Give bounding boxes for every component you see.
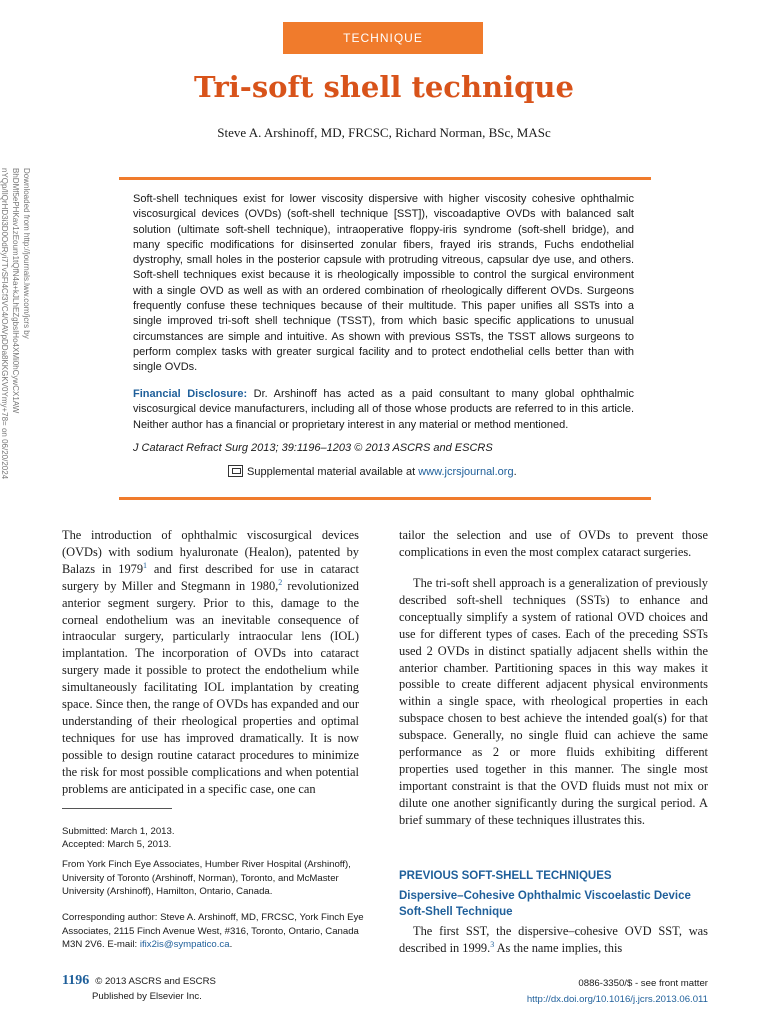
page-number: 1196 — [62, 973, 90, 988]
footer-left — [62, 973, 362, 1002]
reference-1[interactable]: 1 — [143, 560, 148, 570]
sst-text-part-2: As the name implies, this — [494, 940, 623, 955]
financial-disclosure — [133, 387, 634, 433]
intro-part-2: and first described for use in cataract surgery by Miller and Stegmann in 1980, — [62, 561, 359, 593]
correspondence-text: Corresponding author: Steve A. Arshinoff, MD, FRCSC, York Finch Eye Associates, 2115 Finch Avenue West, #316, Toronto, Ontario, Canada M3N 2V6. E-mail: — [62, 912, 364, 950]
accepted-date: Accepted: March 5, 2013. — [62, 839, 172, 850]
footer-copyright: © 2013 ASCRS and ESCRS — [95, 976, 216, 987]
subsection-heading: Dispersive–Cohesive Ophthalmic Viscoelastic Device Soft-Shell Technique — [399, 890, 691, 918]
article-title: Tri-soft shell technique — [194, 70, 574, 104]
corresponding-author — [62, 911, 372, 952]
footer-issn: 0886-3350/$ - see front matter — [578, 978, 708, 989]
section-label: TECHNIQUE — [283, 22, 483, 54]
intro-part-1: The introduction of ophthalmic viscosurgical devices (OVDs) with sodium hyaluronate (Healon), patented by Balazs in 1979 — [62, 528, 359, 576]
body-left-column — [62, 527, 359, 798]
footnote-divider — [62, 808, 172, 809]
footer-right — [430, 976, 708, 1008]
disclosure-label: Financial Disclosure: — [133, 388, 248, 400]
journal-website-link[interactable]: www.jcrsjournal.org — [418, 466, 514, 478]
body-right-paragraph-1: tailor the selection and use of OVDs to prevent those complications in even the most complex cataract surgeries. — [399, 528, 708, 559]
intro-part-3: revolutionized anterior segment surgery. Prior to this, damage to the corneal endothelium was an inevitable consequence of intraocular surgery, particularly intraocular lens (IOL) implantation. The incorporation of OVDs into cataract surgery made it possible to protect the endothelium while simultaneously facilitating IOL implantation by creating space. Since then, the range of OVDs has expanded and our understanding of their rheological properties and optimal techniques for use has improved dramatically. It is now possible to design routine cataract procedures to minimize the risk for most possible complications and when potential problems are anticipated in a specific case, one can — [62, 578, 359, 796]
body-right-paragraph-2: The tri-soft shell approach is a generalization of previously described soft-shell techniques (SSTs) to enhance and conceptually simplify a system of rational OVD choices and use for different types of cases. Each of the preceding SSTs used 2 OVDs in distinct spatially adjacent shells within the anterior chamber. Partitioning spaces in this way makes it possible to create different adjacent physical environments within a single space, with rheological properties in each subspace chosen to best achieve the intended goal(s) for that subspace. Generally, no single fluid can achieve the same performance as 2 or more fluids exhibiting different properties used together in this manner. The single most important constraint is that the OVD fluids must not mix or dilute one another significantly during the surgical period. A brief summary of these techniques illustrates this. — [399, 576, 708, 827]
abstract-bottom-rule — [119, 497, 651, 500]
journal-citation: J Cataract Refract Surg 2013; 39:1196–1203 © 2013 ASCRS and ESCRS — [133, 442, 493, 454]
submitted-date: Submitted: March 1, 2013. — [62, 826, 175, 837]
supplemental-end: . — [513, 466, 517, 478]
author-list: Steve A. Arshinoff, MD, FRCSC, Richard Norman, BSc, MASc — [217, 125, 551, 140]
disclosure-text: Dr. Arshinoff has acted as a paid consultant to many global ophthalmic viscosurgical device manufacturers, including all of those whose products are referred to in this article. Neither author has a financial or proprietary interest in any material or method mentioned. — [133, 388, 635, 431]
abstract-top-rule — [119, 177, 651, 180]
section-heading: PREVIOUS SOFT-SHELL TECHNIQUES — [399, 870, 612, 882]
download-watermark — [0, 168, 34, 558]
body-right-paragraph-3 — [399, 923, 708, 957]
footer-publisher: Published by Elsevier Inc. — [92, 991, 202, 1002]
reference-3[interactable]: 3 — [490, 939, 495, 949]
email-link[interactable]: ifix2is@sympatico.ca — [139, 939, 230, 950]
reference-2[interactable]: 2 — [278, 577, 283, 587]
sst-text-part-1: The first SST, the dispersive–cohesive OVD SST, was described in 1999. — [399, 924, 708, 955]
supplemental-note — [228, 465, 648, 478]
download-watermark-text: Downloaded from http://journals.lww.com/jcrs by BhDMf5ePHKav1zEoum1tQfN4a+kJLhEZgbsIHo4XMi0hCywCX1AW nYQp/IlQrHD3i3D0OdRyi7TvSFl4Cf3VC4/OAVpDDa8KKGKV0Ymy+78= on 06/20/2024 — [0, 168, 31, 480]
doi-link[interactable]: http://dx.doi.org/10.1016/j.jcrs.2013.06.011 — [526, 994, 708, 1005]
author-affiliation: From York Finch Eye Associates, Humber River Hospital (Arshinoff), University of Toronto (Arshinoff, Norman), Toronto, and McMaster University (Arshinoff), Hamilton, Ontario, Canada. — [62, 859, 351, 897]
abstract: Soft-shell techniques exist for lower viscosity dispersive with higher viscosity cohesive ophthalmic viscosurgical devices (OVDs) (soft-shell technique [SST]), viscoadaptive OVDs with balanced salt solution (ultimate soft-shell technique), intraoperative floppy-iris syndrome (soft-shell bridge), and many specific modifications for disinserted zonular fibers, frayed iris strands, Fuchs endothelial dystrophy, small holes in the posterior capsule with protruding vitreous, capsular dye use, and others. Soft-shell techniques exist because it is rheologically impossible to control the surgical environment with a single OVD as well as with an ordered combination of rheologically different OVDs. Surgeons frequently confuse these techniques because of their multitude. This paper unifies all SSTs into a single improved tri-soft shell technique (TSST), from which basic specific applications to unusual circumstances are simple and intuitive. As shown with previous SSTs, the TSST allows surgeons to perform complex tasks with greater surgical facility and to protect endothelial cells better than with single OVDs. — [133, 193, 634, 374]
correspondence-end: . — [229, 939, 233, 950]
supplemental-text: Supplemental material available at — [247, 466, 419, 478]
computer-icon — [228, 465, 243, 477]
